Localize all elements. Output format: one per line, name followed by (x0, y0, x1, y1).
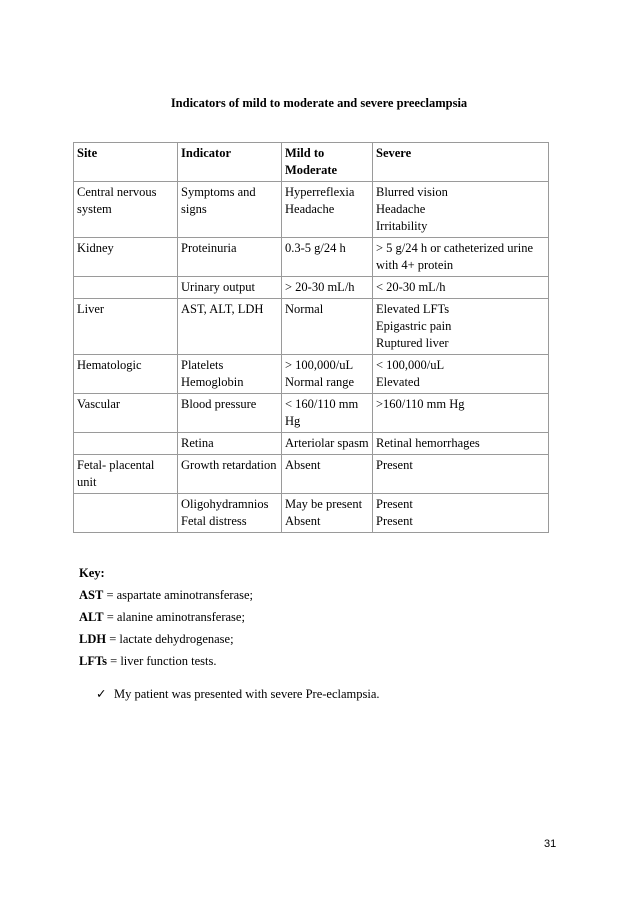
preeclampsia-table (73, 142, 549, 533)
header-mild: Mild to Moderate (282, 143, 373, 182)
cell-severe (373, 433, 549, 455)
cell-mild (282, 355, 373, 394)
table-row (74, 455, 549, 494)
cell-indicator-line: Fetal distress (181, 514, 247, 528)
cell-site (74, 494, 178, 533)
cell-indicator-line: AST, ALT, LDH (181, 302, 264, 316)
cell-indicator (178, 355, 282, 394)
cell-mild-line: Absent (285, 514, 321, 528)
cell-mild (282, 394, 373, 433)
cell-indicator-line: Oligohydramnios (181, 497, 269, 511)
cell-indicator-line: Proteinuria (181, 241, 237, 255)
cell-severe (373, 455, 549, 494)
table-row (74, 182, 549, 238)
cell-indicator-line: Blood pressure (181, 397, 257, 411)
cell-indicator (178, 238, 282, 277)
key-item: LFTs = liver function tests. (79, 654, 217, 668)
cell-severe-line: Blurred vision (376, 185, 448, 199)
key-heading: Key: (79, 566, 105, 580)
cell-indicator-line: Hemoglobin (181, 375, 244, 389)
cell-mild-line: > 20-30 mL/h (285, 280, 355, 294)
cell-mild-line: Arteriolar spasm (285, 436, 369, 450)
cell-indicator (178, 394, 282, 433)
cell-severe-line: Elevated (376, 375, 420, 389)
cell-mild-line: Hyperreflexia (285, 185, 355, 199)
key-item: LDH = lactate dehydrogenase; (79, 632, 234, 646)
cell-mild-line: Headache (285, 202, 335, 216)
header-indicator: Indicator (178, 143, 282, 182)
cell-mild-line: Absent (285, 458, 321, 472)
note-text: My patient was presented with severe Pre-eclampsia. (114, 687, 380, 701)
cell-indicator-line: Symptoms and signs (181, 185, 256, 216)
cell-indicator-line: Urinary output (181, 280, 255, 294)
cell-mild-line: Normal range (285, 375, 355, 389)
table-row (74, 277, 549, 299)
key-section (79, 562, 253, 672)
cell-indicator-line: Retina (181, 436, 214, 450)
header-severe: Severe (373, 143, 549, 182)
cell-severe-line: Irritability (376, 219, 428, 233)
cell-severe-line: Epigastric pain (376, 319, 452, 333)
cell-mild (282, 182, 373, 238)
table-row (74, 394, 549, 433)
cell-indicator (178, 494, 282, 533)
cell-mild-line: > 100,000/uL (285, 358, 354, 372)
key-item: ALT = alanine aminotransferase; (79, 610, 245, 624)
cell-indicator (178, 182, 282, 238)
cell-mild (282, 433, 373, 455)
cell-severe (373, 355, 549, 394)
cell-mild (282, 455, 373, 494)
cell-severe (373, 277, 549, 299)
cell-mild (282, 238, 373, 277)
table-row (74, 494, 549, 533)
cell-mild (282, 277, 373, 299)
check-icon: ✓ (96, 687, 107, 701)
cell-site: Kidney (74, 238, 178, 277)
cell-site: Hematologic (74, 355, 178, 394)
cell-severe (373, 299, 549, 355)
cell-severe-line: Present (376, 514, 413, 528)
cell-severe (373, 182, 549, 238)
cell-severe-line: > 5 g/24 h or catheterized urine with 4+ protein (376, 241, 533, 272)
cell-indicator (178, 433, 282, 455)
cell-severe-line: < 20-30 mL/h (376, 280, 446, 294)
table-row (74, 299, 549, 355)
cell-indicator-line: Growth retardation (181, 458, 277, 472)
cell-severe (373, 494, 549, 533)
cell-indicator (178, 299, 282, 355)
cell-mild (282, 299, 373, 355)
cell-mild-line: May be present (285, 497, 363, 511)
cell-site (74, 277, 178, 299)
page-number: 31 (544, 838, 557, 850)
cell-severe-line: Retinal hemorrhages (376, 436, 480, 450)
cell-indicator (178, 455, 282, 494)
cell-severe-line: Present (376, 458, 413, 472)
key-item: AST = aspartate aminotransferase; (79, 588, 254, 602)
cell-severe-line: Ruptured liver (376, 336, 449, 350)
cell-mild-line: Normal (285, 302, 324, 316)
cell-severe (373, 238, 549, 277)
cell-site: Vascular (74, 394, 178, 433)
cell-mild-line: < 160/110 mm Hg (285, 397, 359, 428)
cell-severe (373, 394, 549, 433)
cell-indicator-line: Platelets (181, 358, 224, 372)
cell-site: Fetal- placental unit (74, 455, 178, 494)
cell-mild (282, 494, 373, 533)
table-row (74, 355, 549, 394)
cell-severe-line: Elevated LFTs (376, 302, 450, 316)
cell-severe-line: >160/110 mm Hg (376, 397, 465, 411)
cell-severe-line: < 100,000/uL (376, 358, 445, 372)
table-row (74, 238, 549, 277)
table-title: Indicators of mild to moderate and severe preeclampsia (170, 96, 468, 110)
table-row (74, 433, 549, 455)
cell-indicator (178, 277, 282, 299)
cell-severe-line: Present (376, 497, 413, 511)
cell-site: Liver (74, 299, 178, 355)
note-bullet (96, 686, 380, 702)
cell-mild-line: 0.3-5 g/24 h (285, 241, 346, 255)
cell-severe-line: Headache (376, 202, 426, 216)
cell-site (74, 433, 178, 455)
table-header-row (74, 143, 549, 182)
cell-site: Central nervous system (74, 182, 178, 238)
header-site: Site (74, 143, 178, 182)
